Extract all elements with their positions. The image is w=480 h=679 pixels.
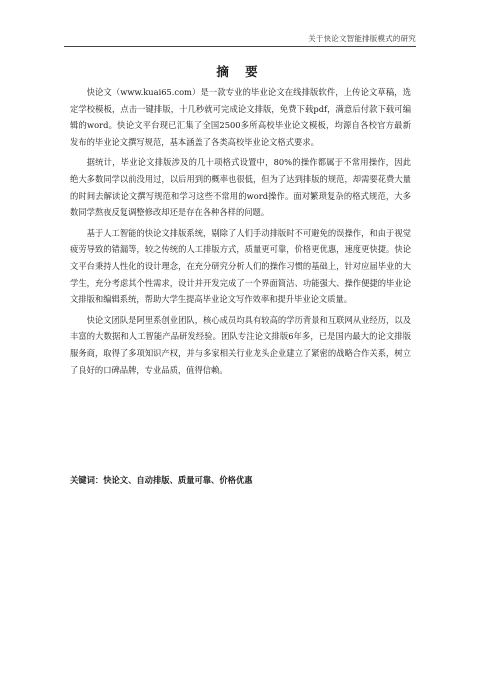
keywords-line: 关键词：快论文、自动排版、质量可靠、价格优惠 <box>70 475 253 485</box>
abstract-body <box>70 84 411 382</box>
abstract-paragraph-4: 快论文团队是阿里系创业团队，核心成员均具有较高的学历背景和互联网从业经历，以及丰富的大数据和人工智能产品研发经验。团队专注论文排版6年多，已是国内最大的论文排版服务商，取得了多项知识产权，并与多家相关行业龙头企业建立了紧密的战略合作关系，树立了良好的口碑品牌，专业品质，值得信赖。 <box>70 314 411 375</box>
abstract-paragraph-3: 基于人工智能的快论文排版系统，剔除了人们手动排版时不可避免的误操作，和由于视觉疲劳导致的错漏等，较之传统的人工排版方式，质量更可靠，价格更优惠，速度更快捷。快论文平台秉持人性化的设计理念，在充分研究分析人们的操作习惯的基础上，针对应届毕业的大学生，充分考虑其个性需求，设计并开发完成了一个界面简洁、功能强大、操作便捷的毕业论文排版和编辑系统，帮助大学生提高毕业论文写作效率和提升毕业论文质量。 <box>70 227 411 305</box>
abstract-paragraph-2: 据统计，毕业论文排版涉及的几十项格式设置中，80%的操作都属于不常用操作，因此绝大多数同学以前没用过，以后用到的概率也很低，但为了达到排版的规范，却需要花费大量的时间去解读论文撰写规范和学习这些不常用的word操作。面对繁琐复杂的格式规范，大多数同学熬夜反复调整修改却还是存在各种各样的问题。 <box>70 157 411 218</box>
abstract-paragraph-1: 快论文（www.kuai65.com）是一款专业的毕业论文在线排版软件，上传论文草稿，选定学校模板，点击一键排版，十几秒就可完成论文排版，免费下载pdf，满意后付款下载可编辑的word。快论文平台现已汇集了全国2500多所高校毕业论文模板，均源自各校官方最新发布的毕业论文撰写规范，基本涵盖了各类高校毕业论文格式要求。 <box>70 87 411 147</box>
abstract-title: 摘 要 <box>216 64 264 79</box>
running-header: 关于快论文智能排版模式的研究 <box>308 34 416 43</box>
header-rule <box>64 46 416 47</box>
